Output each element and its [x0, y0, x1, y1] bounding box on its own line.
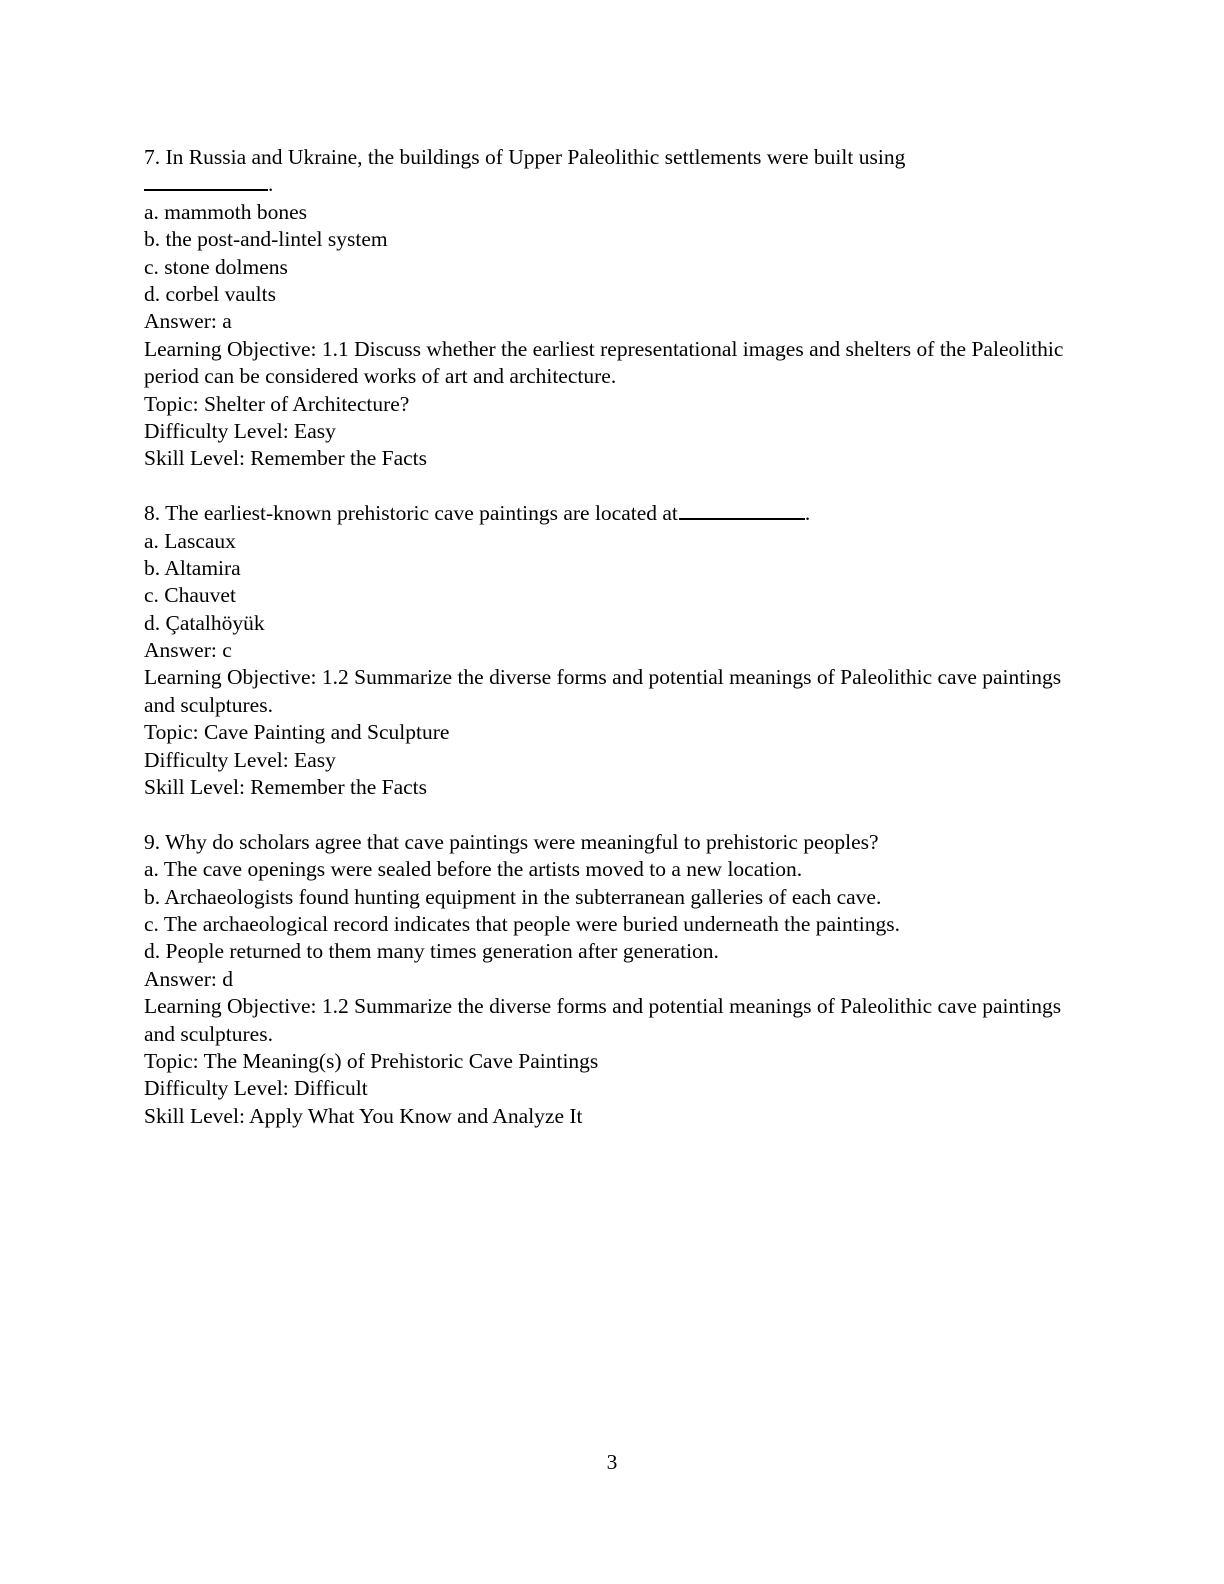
- learning-objective: Learning Objective: 1.2 Summarize the diverse forms and potential meanings of Paleolithic cave paintings and sculptures.: [144, 994, 1062, 1046]
- document-page: [144, 144, 1084, 1158]
- option-c: c. stone dolmens: [144, 254, 288, 279]
- option-d: d. corbel vaults: [144, 281, 276, 306]
- topic: Topic: Shelter of Architecture?: [144, 391, 410, 416]
- question-stem-line: [144, 500, 1084, 527]
- topic: Topic: Cave Painting and Sculpture: [144, 720, 450, 745]
- skill-level: Skill Level: Remember the Facts: [144, 775, 428, 800]
- question-stem: 9. Why do scholars agree that cave paintings were meaningful to prehistoric peoples?: [144, 829, 879, 854]
- option-a: a. The cave openings were sealed before the artists moved to a new location.: [144, 857, 803, 882]
- question-7: [144, 144, 1084, 473]
- difficulty-level: Difficulty Level: Easy: [144, 747, 336, 772]
- option-b: b. Altamira: [144, 555, 241, 580]
- option-d: d. People returned to them many times generation after generation.: [144, 939, 719, 964]
- answer-blank-line: [144, 171, 1084, 198]
- question-stem: 7. In Russia and Ukraine, the buildings of Upper Paleolithic settlements were built using: [144, 145, 906, 169]
- option-c: c. Chauvet: [144, 583, 236, 608]
- fill-in-blank: [679, 500, 805, 520]
- option-d: d. Çatalhöyük: [144, 610, 265, 635]
- option-b: b. Archaeologists found hunting equipment in the subterranean galleries of each cave.: [144, 884, 882, 909]
- stem-suffix: .: [804, 501, 811, 526]
- topic: Topic: The Meaning(s) of Prehistoric Cave Paintings: [144, 1048, 599, 1073]
- learning-objective: Learning Objective: 1.1 Discuss whether the earliest representational images and shelters of the Paleolithic period can be considered works of art and architecture.: [144, 336, 1064, 389]
- option-c: c. The archaeological record indicates that people were buried underneath the paintings.: [144, 912, 900, 936]
- option-a: a. Lascaux: [144, 528, 236, 553]
- option-b: b. the post-and-lintel system: [144, 227, 388, 252]
- fill-in-blank: [144, 171, 268, 191]
- stem-suffix: .: [268, 172, 274, 197]
- difficulty-level: Difficulty Level: Difficult: [144, 1076, 368, 1101]
- skill-level: Skill Level: Apply What You Know and Analyze It: [144, 1103, 583, 1128]
- answer: Answer: a: [144, 309, 232, 334]
- question-stem: 8. The earliest-known prehistoric cave paintings are located at: [144, 501, 678, 526]
- learning-objective: Learning Objective: 1.2 Summarize the diverse forms and potential meanings of Paleolithic cave paintings and sculptures.: [144, 665, 1062, 717]
- question-9: [144, 829, 1084, 1130]
- answer: Answer: d: [144, 966, 233, 991]
- question-8: [144, 500, 1084, 801]
- option-a: a. mammoth bones: [144, 199, 308, 224]
- difficulty-level: Difficulty Level: Easy: [144, 418, 336, 443]
- answer: Answer: c: [144, 638, 232, 663]
- skill-level: Skill Level: Remember the Facts: [144, 446, 428, 471]
- page-number: 3: [606, 1450, 618, 1474]
